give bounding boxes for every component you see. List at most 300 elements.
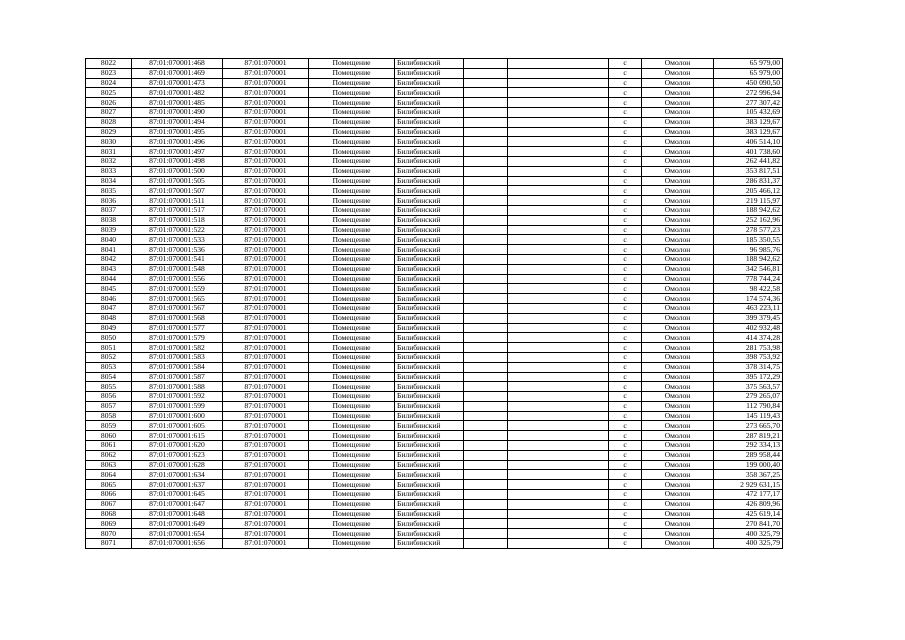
table-row (86, 68, 783, 78)
object-type: Помещение (309, 519, 395, 529)
empty-cell (464, 196, 508, 206)
settlement-type: с (609, 470, 642, 480)
settlement-type: с (609, 480, 642, 490)
table-row (86, 156, 783, 166)
district: Билибинский (395, 323, 464, 333)
cadastral-value: 400 325,79 (714, 539, 783, 549)
empty-cell (464, 519, 508, 529)
cadastral-block: 87:01:070001 (223, 470, 309, 480)
settlement-name: Омолон (642, 107, 714, 117)
cadastral-number: 87:01:070001:473 (132, 78, 223, 88)
empty-cell (464, 460, 508, 470)
object-type: Помещение (309, 137, 395, 147)
cadastral-block: 87:01:070001 (223, 147, 309, 157)
object-type: Помещение (309, 382, 395, 392)
settlement-type: с (609, 215, 642, 225)
empty-cell (508, 235, 609, 245)
settlement-name: Омолон (642, 382, 714, 392)
object-type: Помещение (309, 323, 395, 333)
cadastral-number: 87:01:070001:654 (132, 529, 223, 539)
settlement-type: с (609, 176, 642, 186)
empty-cell (508, 372, 609, 382)
cadastral-value: 425 619,14 (714, 509, 783, 519)
empty-cell (464, 431, 508, 441)
empty-cell (508, 323, 609, 333)
settlement-name: Омолон (642, 284, 714, 294)
empty-cell (464, 245, 508, 255)
row-number: 8052 (86, 352, 132, 362)
empty-cell (464, 323, 508, 333)
object-type: Помещение (309, 343, 395, 353)
empty-cell (508, 88, 609, 98)
object-type: Помещение (309, 186, 395, 196)
object-type: Помещение (309, 245, 395, 255)
cadastral-number: 87:01:070001:587 (132, 372, 223, 382)
cadastral-value: 383 129,67 (714, 127, 783, 137)
settlement-name: Омолон (642, 470, 714, 480)
table-row (86, 343, 783, 353)
district: Билибинский (395, 264, 464, 274)
settlement-name: Омолон (642, 343, 714, 353)
cadastral-number: 87:01:070001:497 (132, 147, 223, 157)
cadastral-block: 87:01:070001 (223, 117, 309, 127)
cadastral-block: 87:01:070001 (223, 68, 309, 78)
table-row (86, 117, 783, 127)
settlement-type: с (609, 539, 642, 549)
cadastral-value: 450 090,50 (714, 78, 783, 88)
row-number: 8023 (86, 68, 132, 78)
settlement-type: с (609, 421, 642, 431)
table-row (86, 480, 783, 490)
settlement-type: с (609, 411, 642, 421)
cadastral-value: 472 177,17 (714, 490, 783, 500)
empty-cell (464, 215, 508, 225)
table-row (86, 411, 783, 421)
cadastral-number: 87:01:070001:556 (132, 274, 223, 284)
cadastral-block: 87:01:070001 (223, 352, 309, 362)
settlement-type: с (609, 431, 642, 441)
cadastral-value: 65 979,00 (714, 59, 783, 69)
row-number: 8064 (86, 470, 132, 480)
row-number: 8065 (86, 480, 132, 490)
cadastral-number: 87:01:070001:656 (132, 539, 223, 549)
settlement-name: Омолон (642, 137, 714, 147)
cadastral-block: 87:01:070001 (223, 235, 309, 245)
empty-cell (508, 343, 609, 353)
cadastral-number: 87:01:070001:645 (132, 490, 223, 500)
cadastral-number: 87:01:070001:536 (132, 245, 223, 255)
district: Билибинский (395, 254, 464, 264)
settlement-type: с (609, 392, 642, 402)
object-type: Помещение (309, 225, 395, 235)
settlement-name: Омолон (642, 313, 714, 323)
cadastral-number: 87:01:070001:511 (132, 196, 223, 206)
empty-cell (464, 480, 508, 490)
cadastral-value: 2 929 631,15 (714, 480, 783, 490)
table-row (86, 450, 783, 460)
table-row (86, 59, 783, 69)
cadastral-block: 87:01:070001 (223, 343, 309, 353)
cadastral-value: 96 985,76 (714, 245, 783, 255)
cadastral-number: 87:01:070001:495 (132, 127, 223, 137)
settlement-name: Омолон (642, 431, 714, 441)
table-row (86, 333, 783, 343)
district: Билибинский (395, 372, 464, 382)
table-row (86, 78, 783, 88)
empty-cell (464, 411, 508, 421)
empty-cell (508, 107, 609, 117)
settlement-type: с (609, 274, 642, 284)
empty-cell (508, 264, 609, 274)
empty-cell (508, 156, 609, 166)
table-row (86, 186, 783, 196)
table-row (86, 401, 783, 411)
settlement-type: с (609, 68, 642, 78)
settlement-name: Омолон (642, 127, 714, 137)
table-row (86, 519, 783, 529)
object-type: Помещение (309, 88, 395, 98)
empty-cell (508, 352, 609, 362)
empty-cell (508, 59, 609, 69)
cadastral-value: 358 367,25 (714, 470, 783, 480)
settlement-name: Омолон (642, 539, 714, 549)
empty-cell (464, 166, 508, 176)
settlement-type: с (609, 529, 642, 539)
cadastral-value: 375 563,57 (714, 382, 783, 392)
empty-cell (508, 117, 609, 127)
object-type: Помещение (309, 470, 395, 480)
cadastral-value: 383 129,67 (714, 117, 783, 127)
object-type: Помещение (309, 411, 395, 421)
empty-cell (464, 343, 508, 353)
table-row (86, 323, 783, 333)
cadastral-number: 87:01:070001:498 (132, 156, 223, 166)
empty-cell (508, 68, 609, 78)
cadastral-block: 87:01:070001 (223, 166, 309, 176)
cadastral-block: 87:01:070001 (223, 372, 309, 382)
cadastral-value: 342 546,81 (714, 264, 783, 274)
district: Билибинский (395, 499, 464, 509)
empty-cell (464, 352, 508, 362)
district: Билибинский (395, 529, 464, 539)
cadastral-block: 87:01:070001 (223, 176, 309, 186)
table-row (86, 382, 783, 392)
cadastral-block: 87:01:070001 (223, 539, 309, 549)
table-row (86, 127, 783, 137)
row-number: 8060 (86, 431, 132, 441)
settlement-type: с (609, 519, 642, 529)
cadastral-number: 87:01:070001:469 (132, 68, 223, 78)
row-number: 8046 (86, 294, 132, 304)
table-row (86, 529, 783, 539)
settlement-name: Омолон (642, 323, 714, 333)
row-number: 8035 (86, 186, 132, 196)
district: Билибинский (395, 313, 464, 323)
cadastral-value: 277 307,42 (714, 98, 783, 108)
row-number: 8038 (86, 215, 132, 225)
cadastral-block: 87:01:070001 (223, 205, 309, 215)
empty-cell (464, 284, 508, 294)
district: Билибинский (395, 352, 464, 362)
settlement-type: с (609, 303, 642, 313)
cadastral-number: 87:01:070001:482 (132, 88, 223, 98)
district: Билибинский (395, 460, 464, 470)
empty-cell (508, 362, 609, 372)
settlement-type: с (609, 352, 642, 362)
cadastral-number: 87:01:070001:648 (132, 509, 223, 519)
settlement-type: с (609, 205, 642, 215)
object-type: Помещение (309, 392, 395, 402)
row-number: 8045 (86, 284, 132, 294)
object-type: Помещение (309, 509, 395, 519)
cadastral-value: 188 942,62 (714, 205, 783, 215)
district: Билибинский (395, 107, 464, 117)
settlement-type: с (609, 166, 642, 176)
settlement-name: Омолон (642, 450, 714, 460)
object-type: Помещение (309, 156, 395, 166)
district: Билибинский (395, 127, 464, 137)
empty-cell (508, 205, 609, 215)
table-row (86, 245, 783, 255)
cadastral-number: 87:01:070001:567 (132, 303, 223, 313)
empty-cell (508, 421, 609, 431)
settlement-name: Омолон (642, 372, 714, 382)
row-number: 8022 (86, 59, 132, 69)
settlement-name: Омолон (642, 441, 714, 451)
empty-cell (464, 372, 508, 382)
empty-cell (508, 98, 609, 108)
empty-cell (464, 156, 508, 166)
settlement-type: с (609, 254, 642, 264)
empty-cell (508, 254, 609, 264)
district: Билибинский (395, 166, 464, 176)
settlement-name: Омолон (642, 401, 714, 411)
cadastral-value: 406 514,10 (714, 137, 783, 147)
row-number: 8026 (86, 98, 132, 108)
cadastral-number: 87:01:070001:568 (132, 313, 223, 323)
object-type: Помещение (309, 303, 395, 313)
row-number: 8056 (86, 392, 132, 402)
settlement-type: с (609, 313, 642, 323)
empty-cell (464, 59, 508, 69)
cadastral-number: 87:01:070001:599 (132, 401, 223, 411)
settlement-name: Омолон (642, 176, 714, 186)
cadastral-value: 399 379,45 (714, 313, 783, 323)
cadastral-value: 105 432,69 (714, 107, 783, 117)
settlement-name: Омолон (642, 117, 714, 127)
cadastral-number: 87:01:070001:628 (132, 460, 223, 470)
cadastral-number: 87:01:070001:507 (132, 186, 223, 196)
cadastral-block: 87:01:070001 (223, 411, 309, 421)
settlement-name: Омолон (642, 78, 714, 88)
empty-cell (508, 127, 609, 137)
empty-cell (508, 441, 609, 451)
settlement-name: Омолон (642, 499, 714, 509)
table-row (86, 431, 783, 441)
settlement-name: Омолон (642, 274, 714, 284)
district: Билибинский (395, 117, 464, 127)
table-row (86, 147, 783, 157)
settlement-type: с (609, 264, 642, 274)
object-type: Помещение (309, 294, 395, 304)
cadastral-block: 87:01:070001 (223, 460, 309, 470)
empty-cell (508, 431, 609, 441)
district: Билибинский (395, 137, 464, 147)
cadastral-block: 87:01:070001 (223, 421, 309, 431)
settlement-name: Омолон (642, 411, 714, 421)
row-number: 8028 (86, 117, 132, 127)
cadastral-number: 87:01:070001:533 (132, 235, 223, 245)
object-type: Помещение (309, 362, 395, 372)
empty-cell (508, 490, 609, 500)
cadastral-block: 87:01:070001 (223, 59, 309, 69)
cadastral-number: 87:01:070001:634 (132, 470, 223, 480)
row-number: 8050 (86, 333, 132, 343)
cadastral-value: 272 996,94 (714, 88, 783, 98)
cadastral-block: 87:01:070001 (223, 245, 309, 255)
object-type: Помещение (309, 421, 395, 431)
cadastral-block: 87:01:070001 (223, 313, 309, 323)
document-page (85, 58, 782, 549)
cadastral-value: 219 115,97 (714, 196, 783, 206)
cadastral-number: 87:01:070001:605 (132, 421, 223, 431)
table-row (86, 441, 783, 451)
object-type: Помещение (309, 450, 395, 460)
object-type: Помещение (309, 401, 395, 411)
cadastral-value: 185 350,55 (714, 235, 783, 245)
settlement-name: Омолон (642, 294, 714, 304)
settlement-name: Омолон (642, 421, 714, 431)
cadastral-number: 87:01:070001:600 (132, 411, 223, 421)
district: Билибинский (395, 490, 464, 500)
cadastral-number: 87:01:070001:615 (132, 431, 223, 441)
district: Билибинский (395, 441, 464, 451)
row-number: 8030 (86, 137, 132, 147)
cadastral-block: 87:01:070001 (223, 156, 309, 166)
object-type: Помещение (309, 284, 395, 294)
district: Билибинский (395, 196, 464, 206)
row-number: 8053 (86, 362, 132, 372)
settlement-name: Омолон (642, 225, 714, 235)
empty-cell (464, 303, 508, 313)
settlement-type: с (609, 225, 642, 235)
cadastral-block: 87:01:070001 (223, 392, 309, 402)
empty-cell (464, 470, 508, 480)
row-number: 8042 (86, 254, 132, 264)
settlement-type: с (609, 401, 642, 411)
settlement-name: Омолон (642, 254, 714, 264)
row-number: 8029 (86, 127, 132, 137)
empty-cell (464, 78, 508, 88)
object-type: Помещение (309, 147, 395, 157)
cadastral-value: 281 753,98 (714, 343, 783, 353)
empty-cell (464, 450, 508, 460)
table-row (86, 215, 783, 225)
settlement-name: Омолон (642, 147, 714, 157)
row-number: 8047 (86, 303, 132, 313)
object-type: Помещение (309, 529, 395, 539)
row-number: 8057 (86, 401, 132, 411)
table-row (86, 313, 783, 323)
object-type: Помещение (309, 196, 395, 206)
cadastral-number: 87:01:070001:565 (132, 294, 223, 304)
settlement-type: с (609, 88, 642, 98)
cadastral-number: 87:01:070001:559 (132, 284, 223, 294)
cadastral-number: 87:01:070001:584 (132, 362, 223, 372)
settlement-name: Омолон (642, 205, 714, 215)
empty-cell (464, 68, 508, 78)
table-row (86, 284, 783, 294)
settlement-type: с (609, 245, 642, 255)
settlement-name: Омолон (642, 392, 714, 402)
cadastral-number: 87:01:070001:496 (132, 137, 223, 147)
settlement-name: Омолон (642, 480, 714, 490)
object-type: Помещение (309, 333, 395, 343)
cadastral-value: 278 577,23 (714, 225, 783, 235)
row-number: 8037 (86, 205, 132, 215)
table-row (86, 539, 783, 549)
empty-cell (464, 490, 508, 500)
row-number: 8061 (86, 441, 132, 451)
object-type: Помещение (309, 59, 395, 69)
table-row (86, 294, 783, 304)
object-type: Помещение (309, 176, 395, 186)
district: Билибинский (395, 176, 464, 186)
empty-cell (464, 186, 508, 196)
empty-cell (464, 294, 508, 304)
table-row (86, 372, 783, 382)
empty-cell (508, 382, 609, 392)
district: Билибинский (395, 284, 464, 294)
cadastral-block: 87:01:070001 (223, 88, 309, 98)
table-row (86, 490, 783, 500)
row-number: 8027 (86, 107, 132, 117)
row-number: 8059 (86, 421, 132, 431)
settlement-name: Омолон (642, 352, 714, 362)
empty-cell (508, 245, 609, 255)
empty-cell (508, 78, 609, 88)
settlement-name: Омолон (642, 156, 714, 166)
table-row (86, 264, 783, 274)
cadastral-block: 87:01:070001 (223, 499, 309, 509)
settlement-type: с (609, 499, 642, 509)
cadastral-number: 87:01:070001:649 (132, 519, 223, 529)
cadastral-block: 87:01:070001 (223, 78, 309, 88)
row-number: 8068 (86, 509, 132, 519)
settlement-name: Омолон (642, 59, 714, 69)
cadastral-block: 87:01:070001 (223, 382, 309, 392)
district: Билибинский (395, 333, 464, 343)
settlement-name: Омолон (642, 215, 714, 225)
row-number: 8040 (86, 235, 132, 245)
settlement-type: с (609, 127, 642, 137)
settlement-name: Омолон (642, 186, 714, 196)
cadastral-value: 188 942,62 (714, 254, 783, 264)
row-number: 8066 (86, 490, 132, 500)
settlement-type: с (609, 147, 642, 157)
district: Билибинский (395, 245, 464, 255)
district: Билибинский (395, 450, 464, 460)
table-row (86, 470, 783, 480)
object-type: Помещение (309, 78, 395, 88)
cadastral-number: 87:01:070001:592 (132, 392, 223, 402)
cadastral-value: 353 817,51 (714, 166, 783, 176)
cadastral-number: 87:01:070001:541 (132, 254, 223, 264)
cadastral-block: 87:01:070001 (223, 529, 309, 539)
empty-cell (508, 294, 609, 304)
empty-cell (508, 284, 609, 294)
empty-cell (464, 88, 508, 98)
